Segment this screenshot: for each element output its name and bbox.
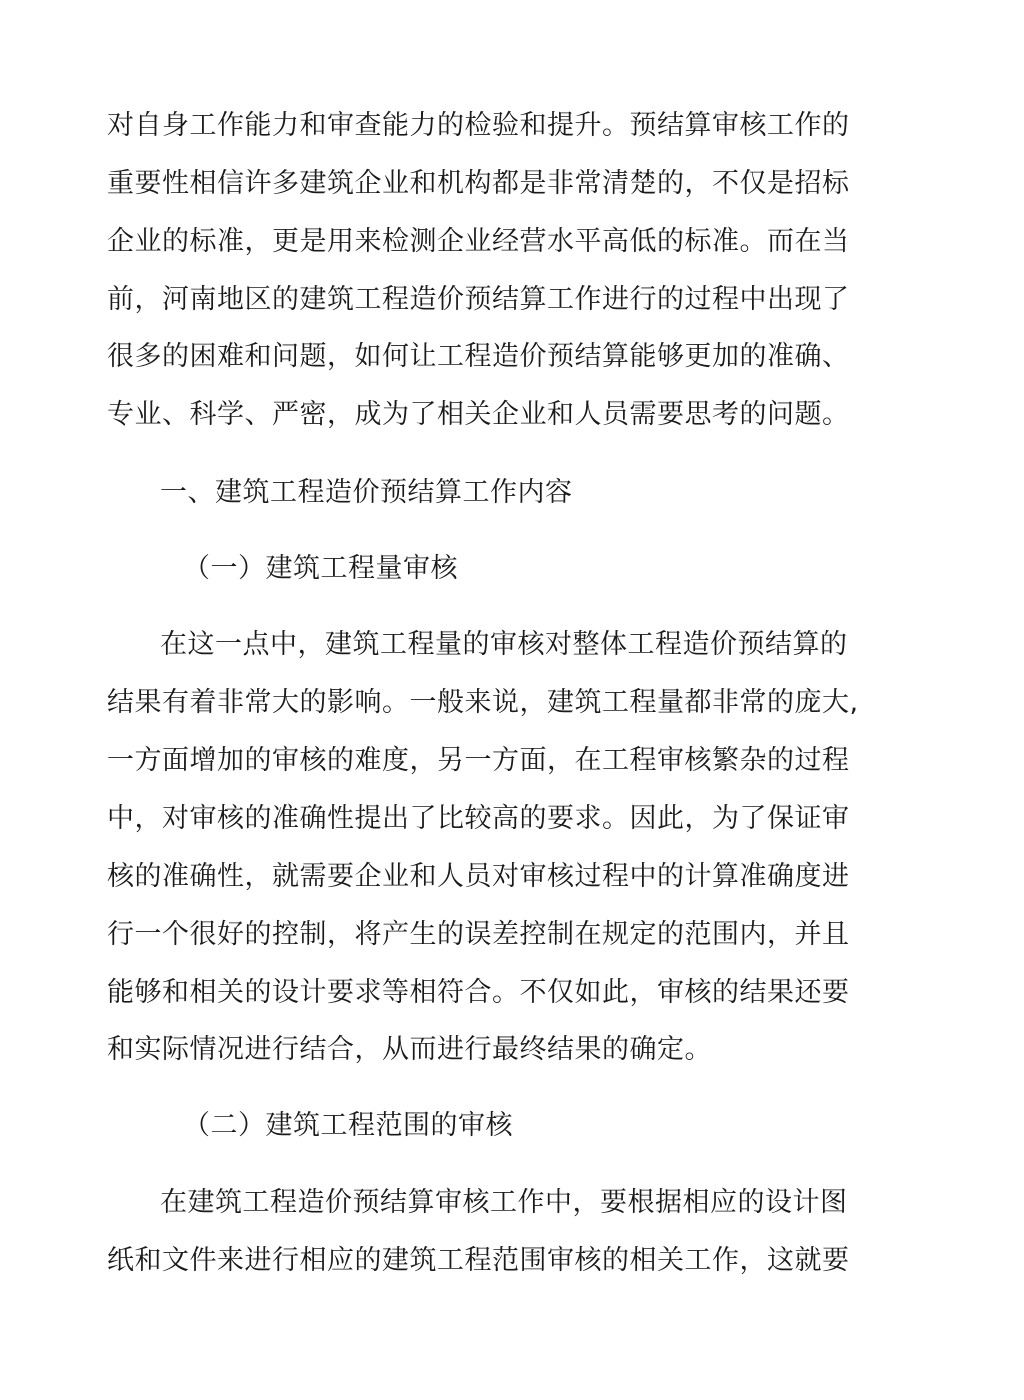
paragraph-line: 前，河南地区的建筑工程造价预结算工作进行的过程中出现了 [107,284,850,315]
paragraph-line: 企业的标准，更是用来检测企业经营水平高低的标准。而在当 [107,226,850,257]
subsection-heading: （二）建筑工程范围的审核 [183,1110,513,1141]
subsection-heading: （一）建筑工程量审核 [183,553,458,584]
paragraph-line: 很多的困难和问题，如何让工程造价预结算能够更加的准确、 [107,341,850,372]
paragraph-line: 核的准确性，就需要企业和人员对审核过程中的计算准确度进 [107,861,850,892]
paragraph-line: 对自身工作能力和审查能力的检验和提升。预结算审核工作的 [107,110,850,141]
paragraph-line: 在这一点中，建筑工程量的审核对整体工程造价预结算的 [160,629,848,660]
paragraph-line: 能够和相关的设计要求等相符合。不仅如此，审核的结果还要 [107,977,850,1008]
paragraph-line: 结果有着非常大的影响。一般来说，建筑工程量都非常的庞大, [107,687,859,718]
paragraph-line: 纸和文件来进行相应的建筑工程范围审核的相关工作，这就要 [107,1245,850,1276]
paragraph-line: 中，对审核的准确性提出了比较高的要求。因此，为了保证审 [107,803,850,834]
section-heading: 一、建筑工程造价预结算工作内容 [160,477,573,508]
paragraph-line: 在建筑工程造价预结算审核工作中，要根据相应的设计图 [160,1187,848,1218]
paragraph-line: 和实际情况进行结合，从而进行最终结果的确定。 [107,1034,712,1065]
paragraph-line: 专业、科学、严密，成为了相关企业和人员需要思考的问题。 [107,399,850,430]
paragraph-line: 行一个很好的控制，将产生的误差控制在规定的范围内，并且 [107,919,850,950]
paragraph-line: 一方面增加的审核的难度，另一方面，在工程审核繁杂的过程 [107,745,850,776]
paragraph-line: 重要性相信许多建筑企业和机构都是非常清楚的，不仅是招标 [107,168,850,199]
